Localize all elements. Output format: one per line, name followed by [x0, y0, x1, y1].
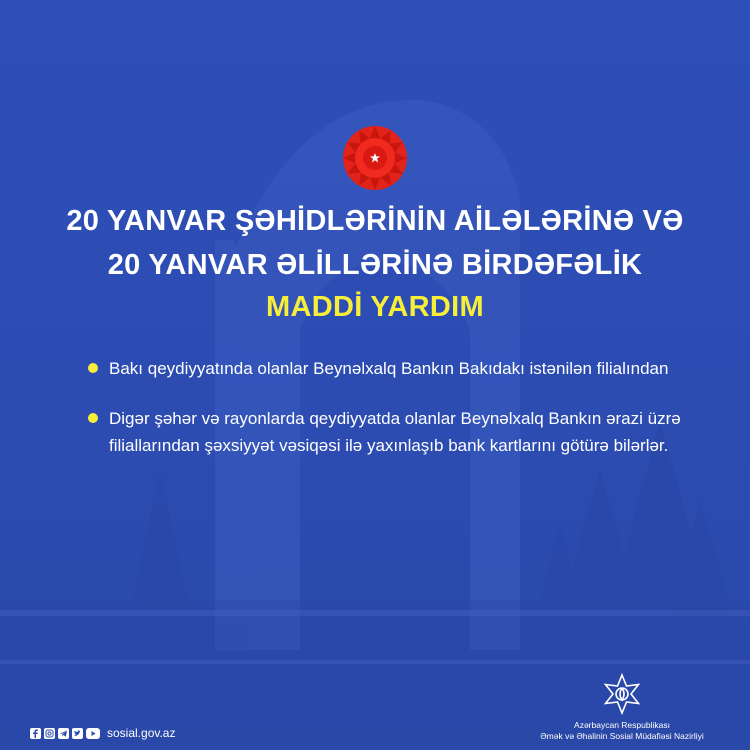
website-link[interactable]: sosial.gov.az — [107, 726, 176, 740]
telegram-icon[interactable] — [58, 728, 69, 739]
bullet-text: Digər şəhər və rayonlarda qeydiyyatda olanlar Beynəlxalq Bankın ərazi üzrə filiallarından şəxsiyyət vəsiqəsi ilə yaxınlaşıb bank kartlarını götürə bilərlər. — [109, 409, 681, 455]
list-item — [88, 355, 688, 382]
bullet-text: Bakı qeydiyyatında olanlar Beynəlxalq Bankın Bakıdakı istənilən filialından — [109, 359, 669, 378]
carnation-icon — [341, 124, 409, 192]
instagram-icon[interactable] — [44, 728, 55, 739]
ministry-logo-block — [522, 672, 722, 742]
bullet-dot-icon — [88, 413, 98, 423]
social-links — [30, 726, 175, 740]
bullet-dot-icon — [88, 363, 98, 373]
headline-line-2: 20 YANVAR ƏLİLLƏRİNƏ BİRDƏFƏLİK — [107, 249, 643, 281]
headline-accent: MADDİ YARDIM — [266, 291, 484, 323]
bullet-list — [88, 355, 688, 459]
headline-line-1: 20 YANVAR ŞƏHİDLƏRİNİN AİLƏLƏRİNƏ VƏ — [66, 205, 684, 237]
list-item — [88, 405, 688, 459]
youtube-icon[interactable] — [86, 728, 100, 739]
ministry-country: Azərbaycan Respublikası — [574, 720, 670, 730]
ministry-emblem-icon — [600, 672, 644, 716]
facebook-icon[interactable] — [30, 728, 41, 739]
ministry-name: Əmək və Əhalinin Sosial Müdafiəsi Nazirliyi — [540, 731, 704, 741]
twitter-icon[interactable] — [72, 728, 83, 739]
